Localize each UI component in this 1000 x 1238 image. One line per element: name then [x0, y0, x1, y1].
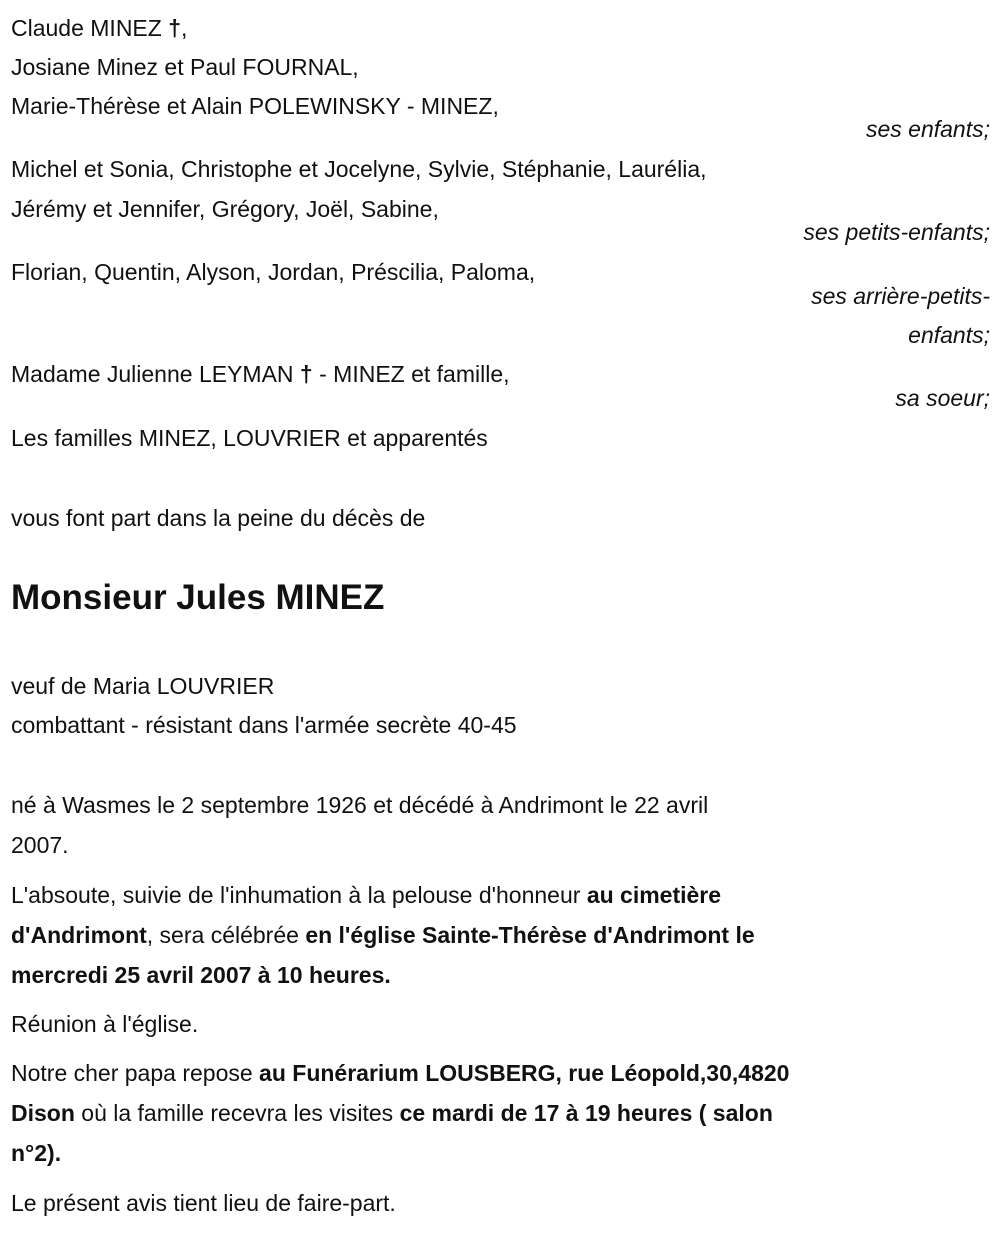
- ceremony-line: [11, 961, 391, 989]
- cross-icon: †: [168, 15, 182, 41]
- bold-text: mercredi 25 avril 2007 à 10 heures.: [11, 962, 391, 988]
- child-line: Marie-Thérèse et Alain POLEWINSKY - MINEZ,: [11, 93, 499, 119]
- relation-label: ses enfants;: [865, 116, 990, 142]
- child-line: Josiane Minez et Paul FOURNAL,: [11, 54, 359, 80]
- closing-line: Le présent avis tient lieu de faire-part.: [11, 1190, 396, 1216]
- text: L'absoute, suivie de l'inhumation à la pelouse d'honneur: [11, 882, 587, 908]
- visit-line: [11, 1059, 789, 1087]
- great-grandchildren-line: Florian, Quentin, Alyson, Jordan, Préscilia, Paloma,: [11, 259, 536, 285]
- bold-text: au cimetière: [586, 882, 722, 908]
- ceremony-line: [11, 921, 755, 949]
- grandchildren-line: Michel et Sonia, Christophe et Jocelyne, Sylvie, Stéphanie, Laurélia,: [11, 156, 707, 182]
- bold-text: n°2).: [11, 1140, 62, 1166]
- relation-label: enfants;: [908, 322, 990, 348]
- punctuation: ,: [181, 15, 188, 41]
- bold-text: ce mardi de 17 à 19 heures ( salon: [399, 1100, 773, 1126]
- relation-label: sa soeur;: [895, 385, 990, 411]
- bold-text: au Funérarium LOUSBERG, rue Léopold,30,4820: [259, 1060, 790, 1086]
- bold-text: en l'église Sainte-Thérèse d'Andrimont le: [305, 922, 755, 948]
- birth-line: 2007.: [11, 832, 69, 858]
- sister-name-rest: - MINEZ et famille,: [319, 361, 510, 387]
- detail-line: veuf de Maria LOUVRIER: [11, 673, 275, 699]
- sister-line: [11, 360, 510, 388]
- meeting-line: Réunion à l'église.: [11, 1011, 199, 1037]
- relatives-line: Les familles MINEZ, LOUVRIER et apparentés: [11, 425, 488, 451]
- relation-label: ses arrière-petits-: [811, 283, 990, 309]
- grandchildren-line: Jérémy et Jennifer, Grégory, Joël, Sabine,: [11, 196, 439, 222]
- birth-line: né à Wasmes le 2 septembre 1926 et décédé à Andrimont le 22 avril: [11, 792, 709, 818]
- deceased-name: Monsieur Jules MINEZ: [11, 578, 385, 617]
- visit-line: [11, 1099, 773, 1127]
- ceremony-line: [11, 881, 721, 909]
- child-line: [11, 14, 187, 42]
- cross-icon: †: [299, 361, 313, 387]
- announcement: vous font part dans la peine du décès de: [11, 505, 426, 531]
- bold-text: d'Andrimont: [11, 922, 147, 948]
- text: Notre cher papa repose: [11, 1060, 260, 1086]
- visit-line: [11, 1139, 61, 1167]
- relation-label: ses petits-enfants;: [803, 219, 990, 245]
- child-name: Claude MINEZ: [11, 15, 162, 41]
- sister-name: Madame Julienne LEYMAN: [11, 361, 294, 387]
- bold-text: Dison: [11, 1100, 75, 1126]
- text: , sera célébrée: [146, 922, 306, 948]
- detail-line: combattant - résistant dans l'armée secrète 40-45: [11, 712, 517, 738]
- text: où la famille recevra les visites: [74, 1100, 400, 1126]
